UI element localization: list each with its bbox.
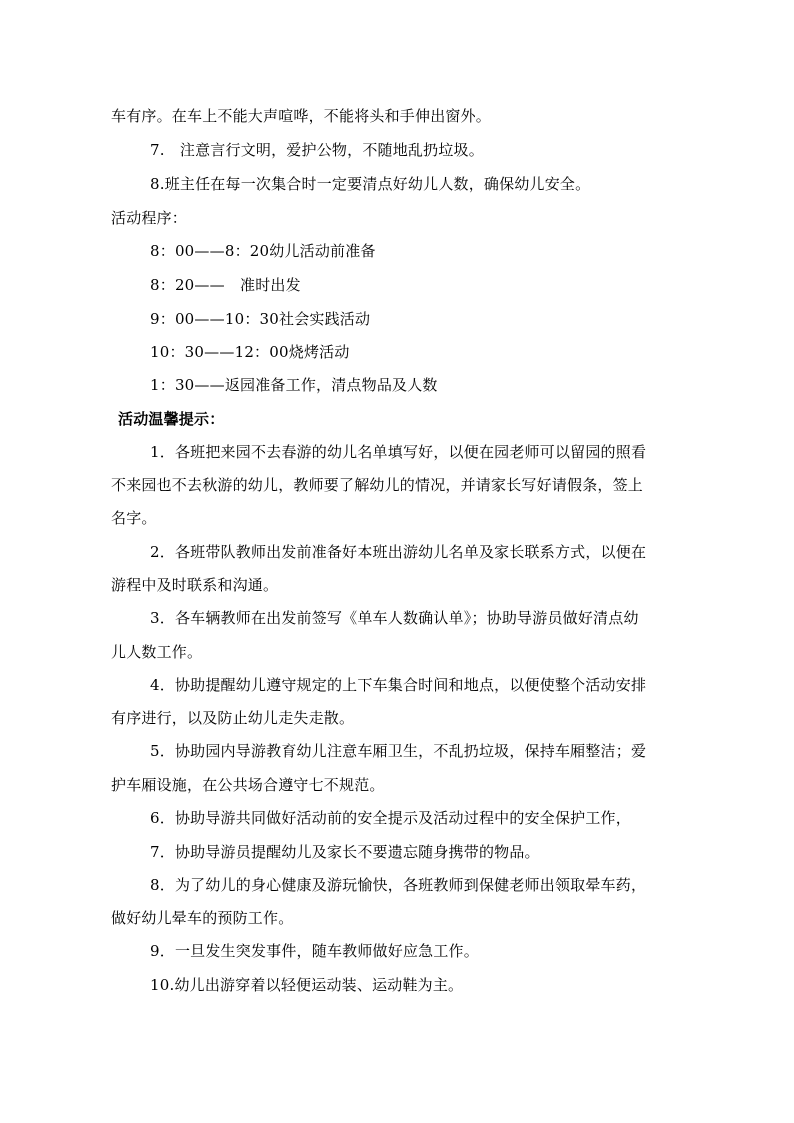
tip-item-4: 4．协助提醒幼儿遵守规定的上下车集合时间和地点，以便使整个活动安排: [150, 676, 647, 694]
tip-item-2: 2．各班带队教师出发前准备好本班出游幼儿名单及家长联系方式，以便在: [150, 543, 647, 561]
paragraph-line: 车有序。在车上不能大声喧哗，不能将头和手伸出窗外。: [111, 107, 492, 125]
section-heading-tips: 活动温馨提示：: [118, 410, 225, 428]
tip-item-5-cont: 护车厢设施，在公共场合遵守七不规范。: [111, 776, 385, 794]
schedule-item: 8：00——8：20幼儿活动前准备: [150, 242, 376, 260]
tip-item-1-cont: 不来园也不去秋游的幼儿，教师要了解幼儿的情况，并请家长写好请假条，签上: [111, 476, 644, 494]
tip-item-5: 5．协助园内导游教育幼儿注意车厢卫生，不乱扔垃圾，保持车厢整洁；爱: [150, 742, 647, 760]
schedule-item: 10：30——12：00烧烤活动: [150, 343, 350, 361]
tip-item-8-cont: 做好幼儿晕车的预防工作。: [111, 909, 294, 927]
tip-item-10: 10.幼儿出游穿着以轻便运动装、运动鞋为主。: [150, 976, 464, 994]
tip-item-2-cont: 游程中及时联系和沟通。: [111, 576, 279, 594]
tip-item-7: 7．协助导游员提醒幼儿及家长不要遗忘随身携带的物品。: [150, 843, 540, 861]
tip-item-1-cont: 名字。: [111, 509, 157, 527]
schedule-item: 8：20—— 准时出发: [150, 276, 301, 294]
rule-item-7: 7. 注意言行文明，爱护公物，不随地乱扔垃圾。: [150, 141, 484, 159]
tip-item-3-cont: 儿人数工作。: [111, 643, 203, 661]
tip-item-4-cont: 有序进行，以及防止幼儿走失走散。: [111, 709, 355, 727]
tip-item-6: 6．协助导游共同做好活动前的安全提示及活动过程中的安全保护工作，: [150, 809, 631, 827]
schedule-item: 1：30——返园准备工作，清点物品及人数: [150, 376, 438, 394]
tip-item-3: 3．各车辆教师在出发前签写《单车人数确认单》；协助导游员做好清点幼: [150, 609, 639, 627]
rule-item-8: 8.班主任在每一次集合时一定要清点好幼儿人数，确保幼儿安全。: [150, 175, 591, 193]
tip-item-1: 1．各班把来园不去春游的幼儿名单填写好，以便在园老师可以留园的照看: [150, 443, 647, 461]
section-heading-schedule: 活动程序：: [111, 209, 188, 227]
tip-item-8: 8．为了幼儿的身心健康及游玩愉快，各班教师到保健老师出领取晕车药，: [150, 876, 647, 894]
schedule-item: 9：00——10：30社会实践活动: [150, 310, 371, 328]
tip-item-9: 9．一旦发生突发事件，随车教师做好应急工作。: [150, 942, 479, 960]
